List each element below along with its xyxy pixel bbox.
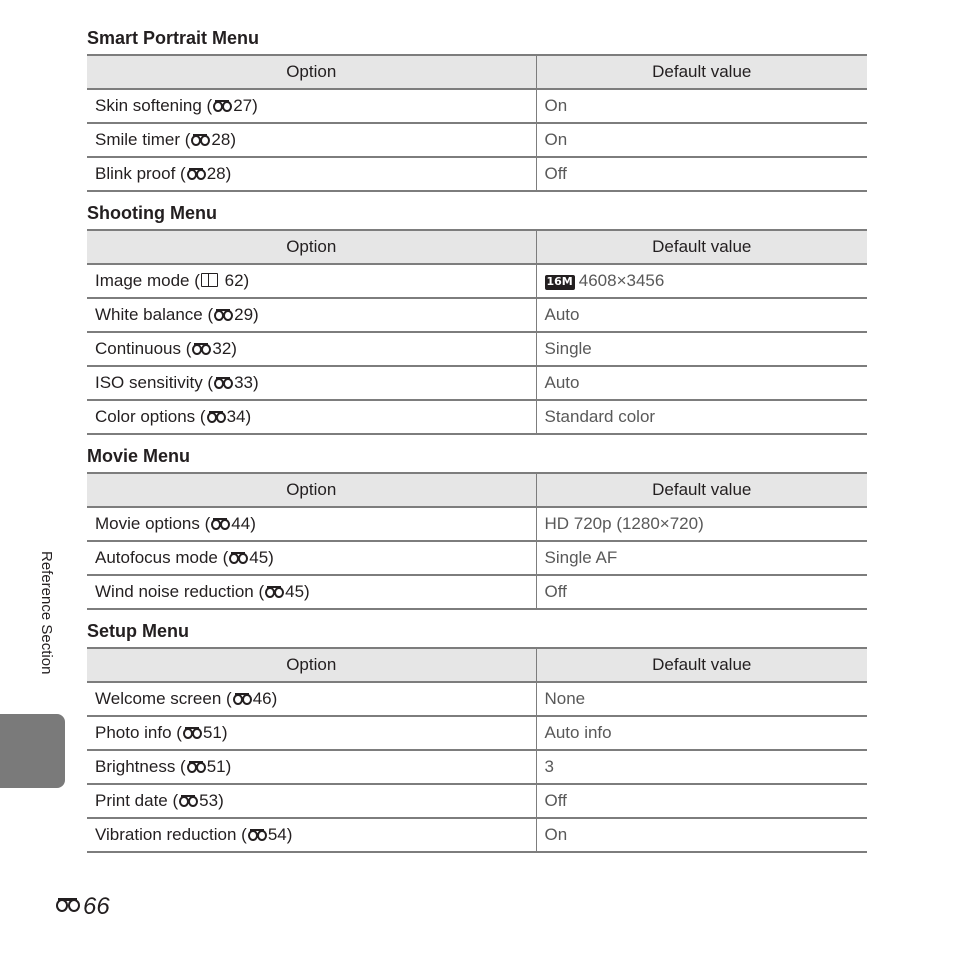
page-ref: 29) bbox=[234, 305, 259, 324]
option-label: Autofocus mode ( bbox=[95, 548, 229, 567]
page-ref: 28) bbox=[206, 164, 232, 183]
option-label: Smile timer ( bbox=[95, 130, 191, 149]
table-header-row bbox=[87, 55, 867, 89]
column-header-default: Default value bbox=[536, 230, 867, 264]
column-header-option: Option bbox=[87, 230, 536, 264]
page-ref: 54) bbox=[267, 825, 293, 844]
settings-table bbox=[87, 472, 867, 610]
page-ref: 46) bbox=[252, 689, 278, 708]
reference-section-icon bbox=[265, 586, 284, 598]
option-label: Brightness ( bbox=[95, 757, 186, 776]
page-ref: 34) bbox=[226, 407, 252, 426]
table-row bbox=[87, 89, 867, 123]
page-ref: 33) bbox=[234, 373, 259, 392]
table-row bbox=[87, 157, 867, 191]
option-cell bbox=[87, 818, 536, 852]
default-value-cell: Standard color bbox=[536, 400, 867, 434]
option-label: Continuous ( bbox=[95, 339, 192, 358]
table-row bbox=[87, 400, 867, 434]
column-header-default: Default value bbox=[536, 648, 867, 682]
section-tab-marker bbox=[0, 714, 65, 788]
option-label: White balance ( bbox=[95, 305, 214, 324]
image-mode-16m-icon: 16M bbox=[546, 275, 573, 288]
option-cell bbox=[87, 784, 536, 818]
option-cell bbox=[87, 575, 536, 609]
page-number-value: 66 bbox=[83, 893, 110, 920]
table-header-row bbox=[87, 230, 867, 264]
option-cell bbox=[87, 157, 536, 191]
option-label: Image mode ( bbox=[95, 271, 200, 290]
option-label: Photo info ( bbox=[95, 723, 182, 742]
option-label: Color options ( bbox=[95, 407, 206, 426]
table-row bbox=[87, 332, 867, 366]
reference-section-icon bbox=[56, 898, 82, 914]
option-cell bbox=[87, 541, 536, 575]
option-label: Skin softening ( bbox=[95, 96, 213, 115]
default-value-cell: On bbox=[536, 818, 867, 852]
reference-section-icon bbox=[211, 518, 230, 530]
page-ref: 44) bbox=[231, 514, 256, 533]
page-ref: 51) bbox=[202, 723, 228, 742]
default-value-cell: Auto bbox=[536, 298, 867, 332]
default-value-cell: Auto info bbox=[536, 716, 867, 750]
default-value-cell: Auto bbox=[536, 366, 867, 400]
table-row bbox=[87, 541, 867, 575]
page-number bbox=[55, 893, 110, 921]
option-label: Welcome screen ( bbox=[95, 689, 232, 708]
default-value-cell: Off bbox=[536, 157, 867, 191]
default-value-cell: On bbox=[536, 89, 867, 123]
column-header-option: Option bbox=[87, 473, 536, 507]
reference-section-icon bbox=[229, 552, 248, 564]
reference-section-icon bbox=[187, 761, 206, 773]
option-label: Wind noise reduction ( bbox=[95, 582, 265, 601]
side-section-label: Reference Section bbox=[38, 551, 55, 675]
option-label: ISO sensitivity ( bbox=[95, 373, 214, 392]
table-row bbox=[87, 682, 867, 716]
page-ref: 45) bbox=[249, 548, 274, 567]
page-ref: 51) bbox=[206, 757, 232, 776]
reference-section-icon bbox=[214, 377, 233, 389]
default-value: 4608×3456 bbox=[578, 271, 665, 290]
reference-section-icon bbox=[192, 343, 211, 355]
column-header-option: Option bbox=[87, 55, 536, 89]
default-value-cell bbox=[536, 264, 867, 298]
reference-section-icon bbox=[183, 727, 202, 739]
option-cell bbox=[87, 400, 536, 434]
table-row bbox=[87, 575, 867, 609]
default-value-cell: On bbox=[536, 123, 867, 157]
default-value-cell: None bbox=[536, 682, 867, 716]
default-value-cell: Single bbox=[536, 332, 867, 366]
option-cell bbox=[87, 507, 536, 541]
option-cell bbox=[87, 716, 536, 750]
table-row bbox=[87, 264, 867, 298]
page-ref: 53) bbox=[199, 791, 224, 810]
book-icon bbox=[201, 273, 218, 287]
table-row bbox=[87, 784, 867, 818]
reference-section-icon bbox=[248, 829, 267, 841]
option-cell bbox=[87, 123, 536, 157]
reference-section-icon bbox=[191, 134, 210, 146]
settings-table bbox=[87, 54, 867, 192]
option-label: Movie options ( bbox=[95, 514, 211, 533]
option-cell bbox=[87, 298, 536, 332]
column-header-default: Default value bbox=[536, 473, 867, 507]
column-header-default: Default value bbox=[536, 55, 867, 89]
section-title: Setup Menu bbox=[87, 621, 189, 641]
default-value-cell: HD 720p (1280×720) bbox=[536, 507, 867, 541]
column-header-option: Option bbox=[87, 648, 536, 682]
option-cell bbox=[87, 750, 536, 784]
page-ref: 32) bbox=[212, 339, 237, 358]
section-title: Shooting Menu bbox=[87, 203, 217, 223]
table-header-row bbox=[87, 648, 867, 682]
reference-section-icon bbox=[179, 795, 198, 807]
default-value-cell: Off bbox=[536, 784, 867, 818]
option-label: Vibration reduction ( bbox=[95, 825, 247, 844]
page-ref: 27) bbox=[233, 96, 258, 115]
default-value-cell: Single AF bbox=[536, 541, 867, 575]
page-ref: 45) bbox=[285, 582, 310, 601]
table-row bbox=[87, 507, 867, 541]
settings-table bbox=[87, 229, 867, 435]
option-cell bbox=[87, 366, 536, 400]
option-cell bbox=[87, 682, 536, 716]
reference-section-icon bbox=[213, 100, 232, 112]
table-header-row bbox=[87, 473, 867, 507]
option-label: Blink proof ( bbox=[95, 164, 186, 183]
reference-section-icon bbox=[233, 693, 252, 705]
default-value-cell: Off bbox=[536, 575, 867, 609]
default-value-cell: 3 bbox=[536, 750, 867, 784]
reference-section-icon bbox=[187, 168, 206, 180]
option-cell bbox=[87, 332, 536, 366]
page-ref: 62) bbox=[219, 271, 250, 290]
option-cell bbox=[87, 89, 536, 123]
page-ref: 28) bbox=[211, 130, 236, 149]
table-row bbox=[87, 298, 867, 332]
table-row bbox=[87, 716, 867, 750]
table-row bbox=[87, 818, 867, 852]
reference-section-icon bbox=[207, 411, 226, 423]
option-cell bbox=[87, 264, 536, 298]
section-title: Movie Menu bbox=[87, 446, 191, 466]
option-label: Print date ( bbox=[95, 791, 179, 810]
section-title: Smart Portrait Menu bbox=[87, 28, 260, 48]
table-row bbox=[87, 750, 867, 784]
settings-table bbox=[87, 647, 867, 853]
table-row bbox=[87, 123, 867, 157]
table-row bbox=[87, 366, 867, 400]
reference-section-icon bbox=[214, 309, 233, 321]
